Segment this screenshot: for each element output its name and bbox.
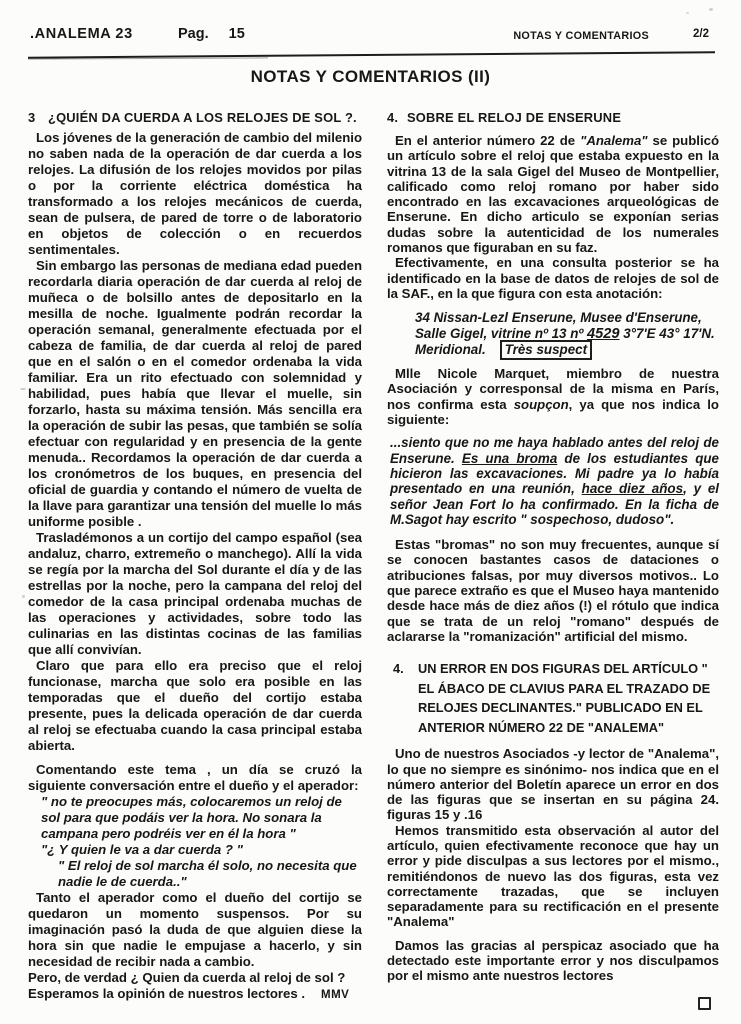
paragraph: Claro que para ello era preciso que el reloj funcionase, marcha que solo era posible en las temporadas que el dueño del cortijo estaba presente, pues la delicada operación de dar cuerda al reloj se efectuaba cuando la casa principal estaba abierta.: [28, 658, 362, 753]
text-run: 34 Nissan-Lezl Enserune, Musee d'Enserune, Salle Gigel, vitrine nº 13 nº: [415, 310, 702, 341]
scan-speck: [686, 12, 689, 14]
paragraph: Estas "bromas" no son muy frecuentes, aunque sí se conocen bastantes casos de dataciones o atribuciones falsas, por muy diversos motivos.. Lo que parece extraño es que el Museo haya mantenido desde hace más de diez años (!) el rótulo que indica que se trata de un reloj "romano" después de aclararse la "romanización" artificial del mismo.: [387, 537, 719, 644]
paragraph: Comentando este tema , un día se cruzó la siguiente conversación entre el dueño y el aperador:: [28, 762, 362, 793]
paragraph: Uno de nuestros Asociados -y lector de "Analema", lo que no siempre es sinónimo- nos indica que en el número anterior del Boletín aparece un error en dos de las figuras que se insertan en su página 24. figuras 15 y .16: [387, 746, 719, 823]
end-of-article-row: [387, 997, 719, 1015]
scan-speck: [22, 595, 25, 598]
paragraph: Tanto el aperador como el dueño del cortijo se quedaron un momento suspensos. Por su imaginación pasó la duda de que alguien diese la hora sin que nadie le empujase a hacerlo, y sin necesidad de recibir nada a cambio.: [28, 890, 362, 969]
journal-title: .ANALEMA 23: [30, 26, 133, 42]
text-run: , y el señor Jean Fort lo ha confirmado. En la ficha de M.Sagot hay escrito " sospechoso, dudoso".: [390, 481, 719, 527]
paragraph: [387, 133, 719, 255]
paragraph: Sin embargo las personas de mediana edad pueden recordarla diaria operación de dar cuerda al reloj de muñeca o de bolsillo antes de depositarlo en la mesilla de noche. Igualmente podrán recordar la operación semanal, generalmente efectuada por el cabeza de familia, de dar cuerda al reloj de pared que en el salón o en el comedor ordenaba la vida familiar. Era un rito efectuado con solemnidad y habilidad, pues había que llevar el muelle, sin forzarlo, hasta su máxima tensión. Más sencilla era la operación de subir las pesas, que también se solía efectuar con regularidad y en presencia de la gente menuda.. Recordamos la operación de dar cuerda a los cronómetros de los buques, en presencia del oficial de guardia y contando el número de vuelta de la llave para garantizar una tensión del muelle lo más uniforme posible .: [28, 258, 362, 529]
dialog-quote: "¿ Y quien le va a dar cuerda ? ": [41, 842, 243, 857]
dialog-quote: " El reloj de sol marcha él solo, no necesita que nadie le de cuerda..": [58, 858, 357, 889]
header-rule-shadow: [28, 57, 268, 59]
tres-suspect-box: Très suspect: [500, 340, 592, 360]
page-title: NOTAS Y COMENTARIOS (II): [250, 67, 491, 86]
article-4b-number: 4.: [393, 661, 404, 677]
article-3-number: 3: [28, 110, 36, 125]
left-column: [28, 110, 362, 1015]
underlined-run: hace diez años: [581, 481, 684, 497]
article-3-heading: [28, 110, 362, 125]
author-initials: MMV: [321, 989, 350, 1001]
text-run: Mlle Nicole Marquet, miembro de nuestra Asociación y corresponsal de la misma en París, nos confirma esta: [387, 366, 719, 412]
text-run: ...siento que no me haya hablado antes del reloj de Enserune.: [390, 435, 719, 466]
article-4b-heading: [393, 659, 719, 737]
paragraph: Hemos transmitido esta observación al autor del artículo, quien efectivamente reconoce que hay un error y pide disculpas a sus lectores por el mismo., remitiéndonos de nuevo las dos figuras, esta vez correctamente trazadas, que se incluyen separadamente para su rectificación en el presente "Analema": [387, 822, 719, 930]
letter-quote: [390, 435, 719, 527]
text-run: 3°7'E 43° 17'N. Meridional.: [415, 325, 715, 357]
header-section: NOTAS Y COMENTARIOS: [513, 30, 649, 42]
paragraph: [387, 366, 719, 427]
paragraph: Los jóvenes de la generación de cambio del milenio no saben nada de la operación de dar cuerda a los relojes. La difusión de los relojes movidos por pilas o por la corriente eléctrica doméstica ha transformado a los relojes mecánicos de cuerda, sean de pulsera, de pared de torre o de laboratorio en objetos de colección o en recuerdos sentimentales.: [28, 130, 362, 257]
article-4-heading-text: SOBRE EL RELOJ DE ENSERUNE: [407, 110, 622, 125]
page-number: 15: [228, 26, 245, 42]
page-label: Pag.: [178, 26, 209, 42]
inventory-number: 4529: [587, 325, 620, 342]
italic-run: "Analema": [580, 133, 648, 148]
end-of-article-mark: [698, 997, 711, 1010]
scan-speck: [20, 388, 26, 390]
paragraph: Damos las gracias al perspicaz asociado que ha detectado este importante error y nos disculpamos por el mismo ante nuestros lectores: [387, 937, 719, 984]
article-4-heading: [387, 110, 719, 125]
paragraph: Trasladémonos a un cortijo del campo español (sea andaluz, charro, extremeño o manchego). Allí la vida se regía por la marcha del Sol durante el día y de las estrellas por la noche, pero la campana del reloj del comedor de la casa principal ordenaba muchas de las operaciones y actividades, sobre todo las culinarias en las distintas cocinas de las familias que allí convivían.: [28, 530, 362, 657]
text-run: En el anterior número 22 de: [395, 133, 581, 148]
article-4b-heading-text: UN ERROR EN DOS FIGURAS DEL ARTÍCULO " EL ÁBACO DE CLAVIUS PARA EL TRAZADO DE RELOJES DECLINANTES." PUBLICADO EN EL ANTERIOR NÚMERO 22 DE "ANALEMA": [418, 661, 711, 735]
closing-text: Esperamos la opinión de nuestros lectores .: [28, 986, 306, 1001]
text-run: de los estudiantes que hicieron las excavaciones. Mi padre ya lo había presentado en una reunión,: [390, 450, 720, 497]
paragraph: Efectivamente, en una consulta posterior se ha identificado en la base de datos de relojes de sol de la SAF., en la que figura con esta anotación:: [387, 255, 719, 301]
two-column-body: [28, 110, 719, 1015]
right-column: [387, 110, 719, 1015]
paragraph: Pero, de verdad ¿ Quien da cuerda al reloj de sol ?: [28, 970, 346, 985]
scan-speck: [709, 8, 713, 11]
article-3-heading-text: ¿QUIÉN DA CUERDA A LOS RELOJES DE SOL ?.: [48, 110, 357, 125]
closing-line: [28, 986, 362, 1003]
italic-run: soupçon: [513, 396, 569, 412]
sheet-number: 2/2: [693, 28, 709, 40]
text-run: se publicó un artículo sobre el reloj que estaba expuesto en la vitrina 13 de la sala Gigel del Museo de Montpellier, calificado como reloj romano por haber sido encontrado en las excavaciones arqueológicas de Enserune. En dicho articulo se exponían serias dudas sobre la autenticidad de los numerales romanos que figuraban en su faz.: [387, 133, 719, 256]
text-run: , ya que nos indica lo siguiente:: [387, 396, 719, 428]
page-number-label: [178, 26, 245, 42]
database-annotation: [415, 310, 717, 357]
underlined-run: Es una broma: [461, 450, 558, 466]
article-4-number: 4.: [387, 110, 399, 125]
dialog-quote: " no te preocupes más, colocaremos un reloj de sol para que podáis ver la hora. No sonara la campana pero podréis ver en él la hora ": [41, 794, 342, 841]
